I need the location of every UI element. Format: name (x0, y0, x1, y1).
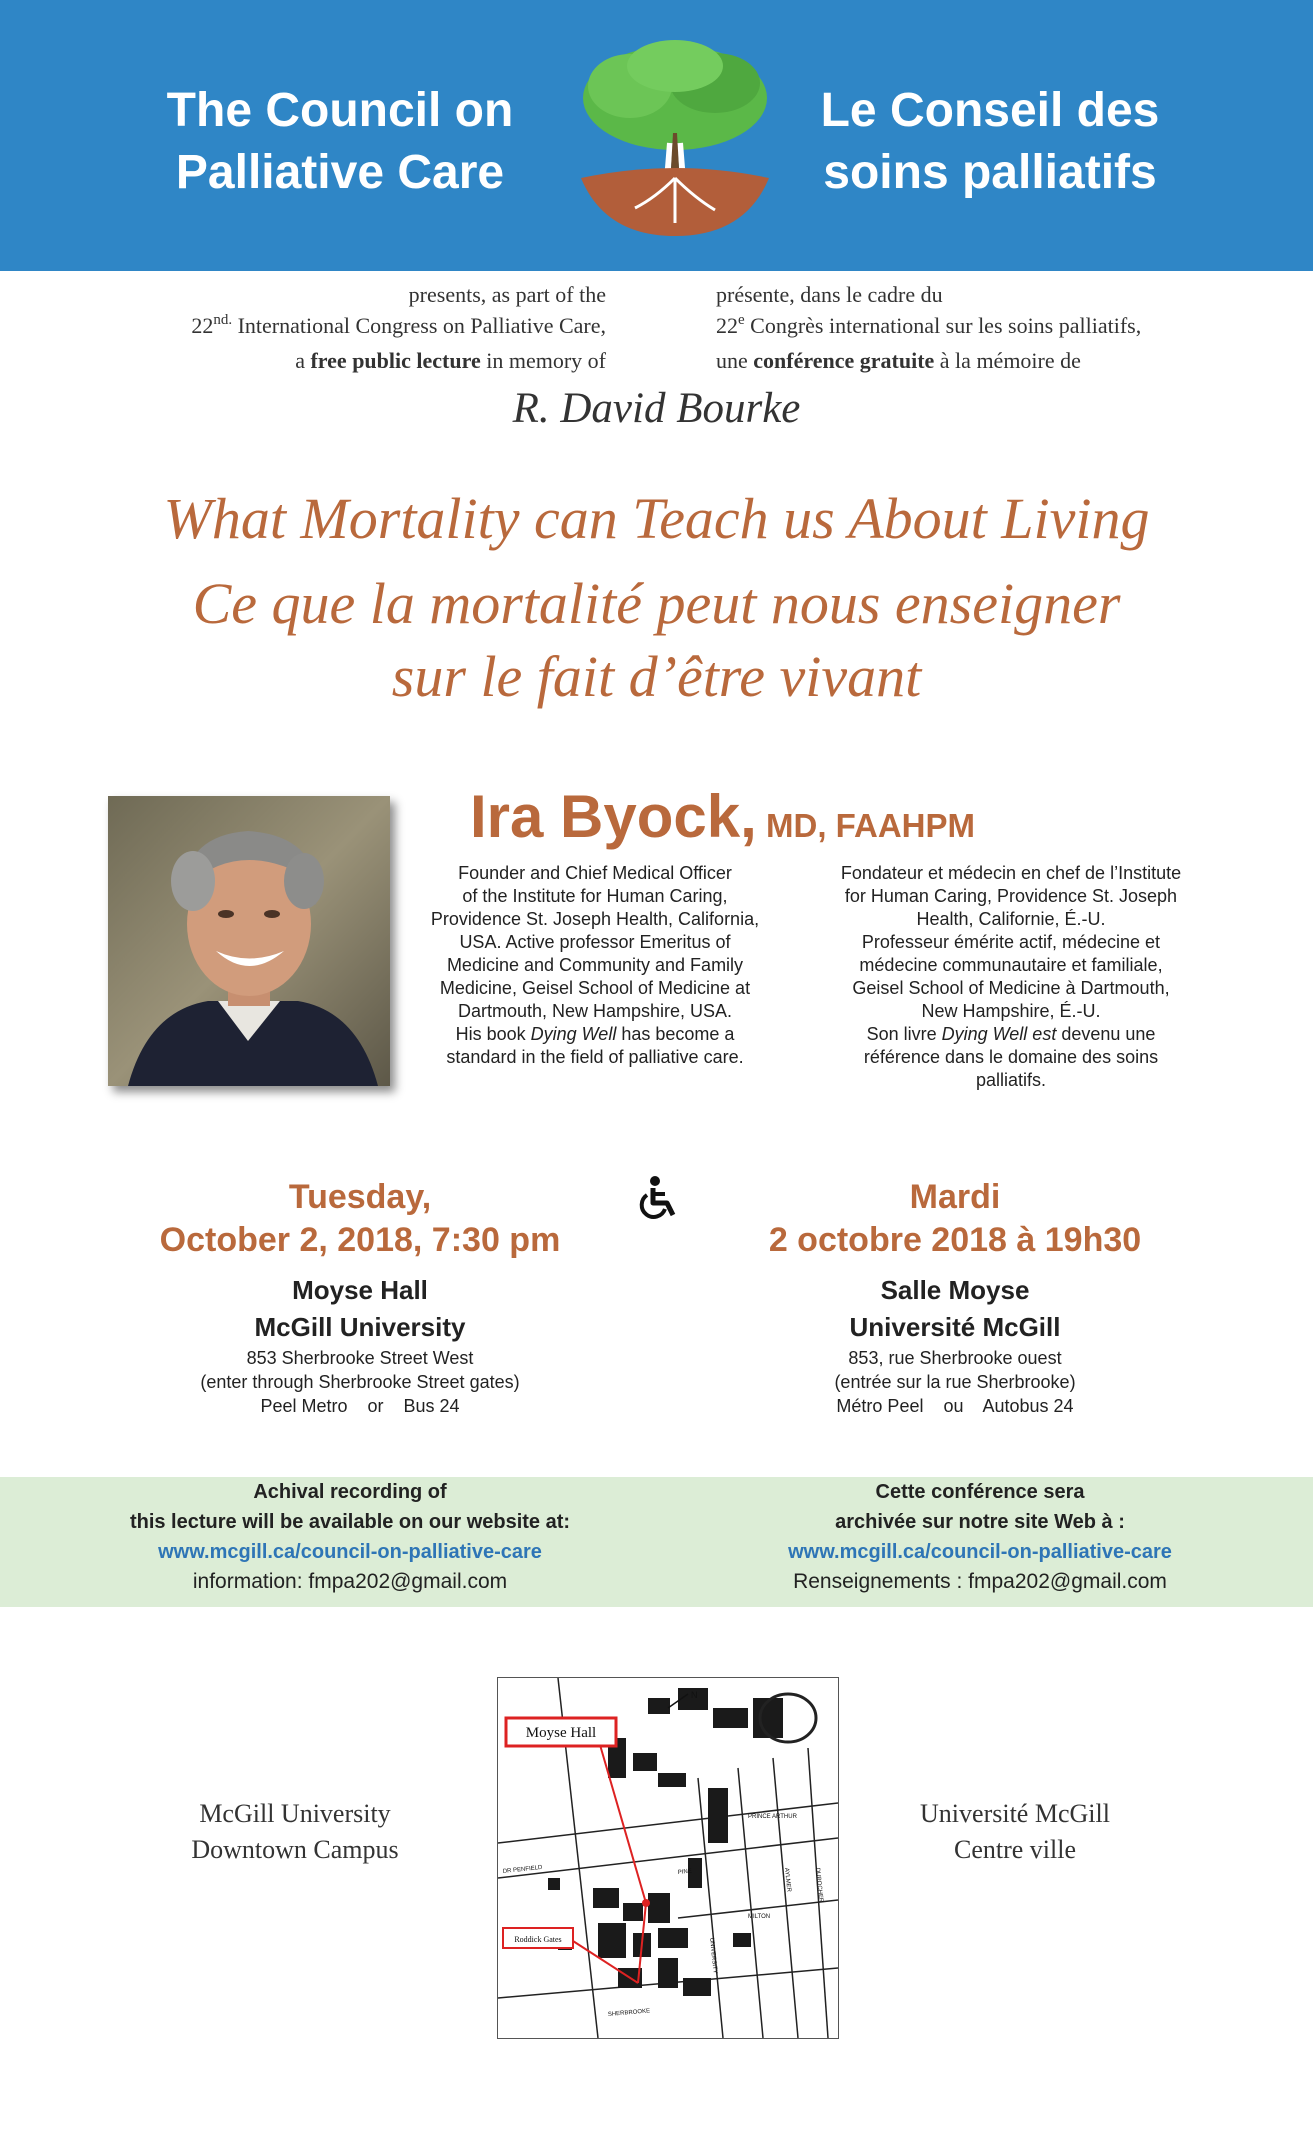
bio-fr-line: Professeur émérite actif, médecine et (861, 932, 1161, 952)
presents-fr (716, 279, 1276, 376)
map-street-label: AYLMER (783, 1867, 792, 1893)
bio-en-book-line (420, 1023, 770, 1046)
bio-en-line: Dartmouth, New Hampshire, USA. (457, 1001, 733, 1021)
map-north-label: N (691, 1690, 698, 1700)
bio-en-book-pre: His book (455, 1024, 531, 1044)
event-date-fr: 2 octobre 2018 à 19h30 (768, 1221, 1142, 1259)
event-details-fr (720, 1176, 1190, 1418)
bio-en-line: Medicine, Geisel School of Medicine at (439, 978, 751, 998)
presents-en-line1: presents, as part of the (408, 282, 606, 307)
bio-fr-line: Geisel School of Medicine à Dartmouth, (852, 978, 1170, 998)
recording-fr (700, 1477, 1260, 1597)
speaker-bio-fr (826, 862, 1196, 1092)
venue-transit-fr: Métro Peel ou Autobus 24 (836, 1396, 1074, 1416)
map-street-label: SHERBROOKE (607, 2008, 651, 2018)
event-day-fr: Mardi (909, 1178, 1001, 1216)
free-lecture-label: free public lecture (310, 348, 481, 373)
bio-en-line: Providence St. Joseph Health, California, (430, 909, 760, 929)
map-street-label: DR PENFIELD (502, 1864, 543, 1875)
council-title-fr (780, 80, 1200, 204)
recording-banner (0, 1477, 1313, 1607)
presents-en (0, 279, 606, 376)
memorial-name: R. David Bourke (512, 385, 801, 432)
bio-en-line: USA. Active professor Emeritus of (459, 932, 731, 952)
venue-entry-en: (enter through Sherbrooke Street gates) (200, 1372, 520, 1392)
campus-map (497, 1677, 839, 2039)
map-street-label: PINE (677, 1868, 693, 1876)
venue-address-en: 853 Sherbrooke Street West (246, 1348, 474, 1368)
presents-fr-line1: présente, dans le cadre du (716, 282, 943, 307)
speaker-name: Ira Byock, (470, 783, 757, 850)
council-title-fr-line2: soins palliatifs (823, 146, 1157, 199)
event-date-en: October 2, 2018, 7:30 pm (159, 1221, 561, 1259)
speaker-bio-en (420, 862, 770, 1069)
congress-suffix: nd. (213, 312, 233, 328)
recording-fr-line2: archivée sur notre site Web à : (835, 1511, 1125, 1533)
bio-fr-line: palliatifs. (975, 1070, 1047, 1090)
council-title-en-line2: Palliative Care (175, 146, 505, 199)
venue-transit-en: Peel Metro or Bus 24 (260, 1396, 460, 1416)
website-link-fr[interactable]: www.mcgill.ca/council-on-palliative-care (788, 1541, 1172, 1563)
presents-en-post: in memory of (480, 348, 606, 373)
venue-hall-en: Moyse Hall (292, 1275, 428, 1305)
presents-en-line2 (0, 310, 606, 345)
presents-fr-line2 (716, 310, 1276, 345)
campus-label-fr (850, 1796, 1180, 1868)
contact-email-en[interactable]: information: fmpa202@gmail.com (192, 1570, 508, 1593)
recording-en (50, 1477, 650, 1597)
lecture-title-fr-line2: sur le fait d’être vivant (391, 644, 922, 709)
bio-en-line: Medicine and Community and Family (446, 955, 744, 975)
bio-en-line: Founder and Chief Medical Officer (458, 863, 732, 883)
council-title-en-line1: The Council on (166, 84, 514, 137)
congres-number: 22 (716, 313, 738, 338)
campus-fr-line1: Université McGill (920, 1799, 1110, 1828)
book-title-fr: Dying Well est (941, 1024, 1057, 1044)
venue-university-en: McGill University (254, 1312, 466, 1342)
speaker-heading (470, 782, 1170, 851)
campus-en-line2: Downtown Campus (191, 1835, 399, 1864)
recording-fr-line1: Cette conférence sera (875, 1481, 1085, 1503)
map-street-label: MILTON (748, 1914, 771, 1920)
speaker-credentials: MD, FAAHPM (756, 807, 975, 844)
bio-fr-line: Fondateur et médecin en chef de l’Institute (840, 863, 1182, 883)
bio-fr-line: référence dans le domaine des soins (863, 1047, 1159, 1067)
wheelchair-icon (635, 1175, 681, 1221)
website-link-en[interactable]: www.mcgill.ca/council-on-palliative-care (158, 1541, 542, 1563)
presents-fr-post: à la mémoire de (934, 348, 1081, 373)
venue-university-fr: Université McGill (849, 1312, 1061, 1342)
event-details-en (120, 1176, 600, 1418)
presents-fr-line3 (716, 345, 1276, 376)
campus-en-line1: McGill University (199, 1799, 391, 1828)
header-banner (0, 0, 1313, 271)
recording-en-line2: this lecture will be available on our website at: (129, 1511, 571, 1533)
book-title-en: Dying Well (530, 1024, 617, 1044)
congres-suffix: e (738, 312, 745, 328)
congres-name-fr: Congrès international sur les soins palliatifs, (744, 313, 1142, 338)
bio-fr-book-post: devenu une (1056, 1024, 1156, 1044)
campus-fr-line2: Centre ville (953, 1835, 1076, 1864)
bio-fr-book-pre: Son livre (866, 1024, 942, 1044)
map-street-label: UNIVERSITY (708, 1937, 718, 1975)
conference-gratuite-label: conférence gratuite (753, 348, 935, 373)
congress-number: 22 (191, 313, 214, 338)
venue-hall-fr: Salle Moyse (880, 1275, 1030, 1305)
map-label-roddick-gates: Roddick Gates (514, 1935, 562, 1944)
council-title-fr-line1: Le Conseil des (820, 84, 1160, 137)
presents-en-line3 (0, 345, 606, 376)
venue-entry-fr: (entrée sur la rue Sherbrooke) (834, 1372, 1076, 1392)
map-label-moyse-hall: Moyse Hall (525, 1725, 597, 1741)
bio-en-book-post: has become a (616, 1024, 735, 1044)
bio-fr-line: Health, Californie, É.-U. (916, 909, 1106, 929)
venue-address-fr: 853, rue Sherbrooke ouest (848, 1348, 1062, 1368)
lecture-title-fr-line1: Ce que la mortalité peut nous enseigner (192, 571, 1121, 636)
bio-en-line: of the Institute for Human Caring, (462, 886, 728, 906)
bio-en-line: standard in the field of palliative care. (446, 1047, 744, 1067)
lecture-title-en: What Mortality can Teach us About Living (163, 486, 1150, 551)
speaker-photo (108, 796, 390, 1086)
event-day-en: Tuesday, (288, 1178, 432, 1216)
tree-roots-logo-icon (575, 38, 775, 238)
presents-en-pre: a (295, 348, 311, 373)
speaker-portrait-image (108, 796, 390, 1086)
bio-fr-line: for Human Caring, Providence St. Joseph (844, 886, 1178, 906)
presents-fr-pre: une (716, 348, 754, 373)
map-street-label: DUROCHER (814, 1867, 824, 1903)
campus-label-en (130, 1796, 460, 1868)
bio-fr-line: New Hampshire, É.-U. (921, 1001, 1101, 1021)
bio-fr-book-line (826, 1023, 1196, 1046)
recording-en-line1: Achival recording of (253, 1481, 447, 1503)
bio-fr-line: médecine communautaire et familiale, (859, 955, 1163, 975)
map-street-label: PRINCE ARTHUR (748, 1814, 797, 1820)
campus-map-drawing (498, 1678, 838, 2038)
contact-email-fr[interactable]: Renseignements : fmpa202@gmail.com (793, 1570, 1167, 1593)
council-title-en (130, 80, 550, 204)
congress-name-en: International Congress on Palliative Care, (232, 313, 606, 338)
